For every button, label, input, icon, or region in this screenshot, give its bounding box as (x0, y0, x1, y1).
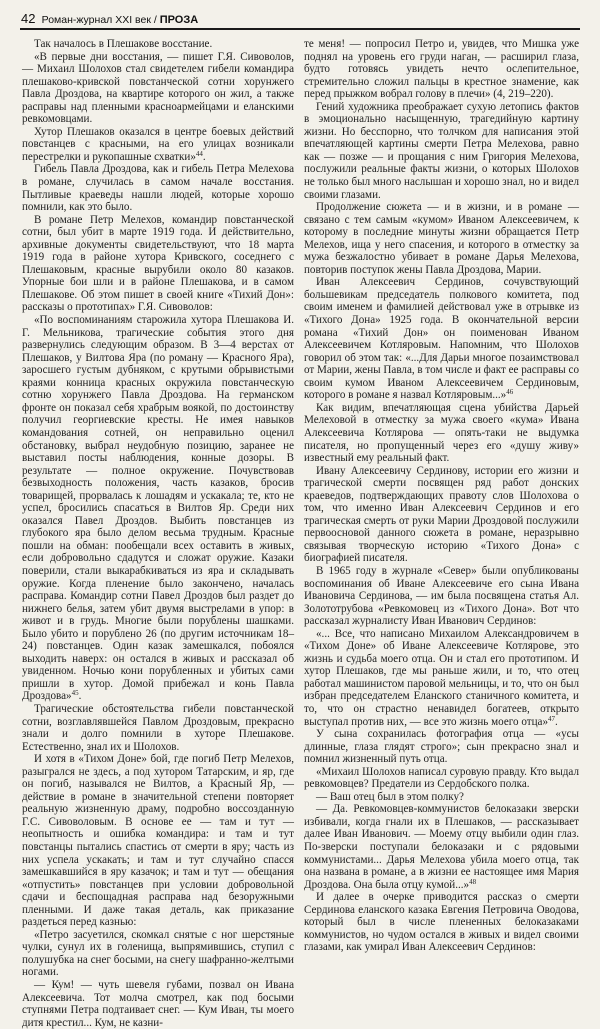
page-number: 42 (21, 11, 36, 26)
paragraph: те меня! — попросил Петро и, увидев, что Мишка уже поднял на уровень его груди наган, — расширил глаза, будто готовясь увидеть нечто ослепительное, стремительно сложил пальцы в крестное знамение, как перед прыжком вобрал голову в плечи» (4, 219–220). (304, 38, 579, 101)
paragraph: Хутор Плешаков оказался в центре боевых действий повстанцев с красными, на его улицах возникали перестрелки и рукопашные схватки»$^{44}$. (22, 125, 294, 163)
paragraph: В 1965 году в журнале «Север» были опубликованы воспоминания об Иване Алексеевиче его сына Ивана Ивановича Сердинова, — им была посвящена статья Ал. Золототрубова «Ревкомовец из «Тихого Дона». Вот что рассказал журналисту Иван Иванович Сердинов: (304, 564, 579, 628)
paragraph: Как видим, впечатляющая сцена убийства Дарьей Мелеховой в отместку за мужа своего «кума» Ивана Алексеевича Котлярова — опять-таки не выдумка писателя, но пропущенный через его «душу живу» известный ему реальный факт. (304, 401, 579, 465)
left-column (22, 38, 294, 1029)
footnote-ref: 46 (506, 388, 514, 397)
footnote-ref: 48 (469, 877, 477, 886)
paragraph: Ивану Алексеевичу Сердинову, истории его жизни и трагической смерти посвящен ряд работ донских краеведов, подтверждающих правоту слов Шолохова о том, что именно Иван Алексеевич Сердинов и его трагическая смерть от руки Марии Дроздовой послужили первоосновой данного сюжета в романе, неразрывно связывая творческую историю «Тихого Дона» с биографией писателя. (304, 464, 579, 565)
header-separator: / (150, 14, 160, 26)
paragraph: Гибель Павла Дроздова, как и гибель Петра Мелехова в романе, случилась в самом начале восстания. Пытливые краеведы нашли людей, которые хорошо помнили, как это было. (22, 163, 294, 214)
paragraph: «Петро засуетился, скомкал снятые с ног шерстяные чулки, сунул их в голенища, выпрямившись, ступил с полушубка на снег босыми, на снегу шафранно-желтыми ногами. (22, 928, 294, 979)
paragraph: В романе Петр Мелехов, командир повстанческой сотни, был убит в марте 1919 года. И действительно, архивные документы свидетельствуют, что 18 марта 1919 года в районе хутора Кривского, соседнего с Плешаковым, красные вырубили около 80 казаков. Упорные бои шли и в районе Плешакова, и в самом Плешакове. Об этом пишет в своей книге «Тихий Дон»: рассказы о прототипах» Г.Я. Сивоволов: (22, 213, 294, 314)
paragraph: У сына сохранилась фотография отца — «усы длинные, глаза глядят строго»; сын прекрасно знал и помнил жизненный путь отца. (304, 728, 579, 766)
paragraph: Гений художника преображает сухую летопись фактов в эмоционально насыщенную, трагедийную картину жизни. Но бесспорно, что толчком для написания этой впечатляющей картины смерти Петра Мелехова, равно как — позже — и прощания с ним Григория Мелехова, послужили реальные факты жизни, о которых Шолохов не только был много наслышан и хорошо знал, но и видел своими глазами. (304, 100, 579, 201)
paragraph: Трагические обстоятельства гибели повстанческой сотни, возглавлявшейся Павлом Дроздовым, прекрасно знали и долго помнили в хуторе Плешакове. Естественно, знал их и Шолохов. (22, 702, 294, 753)
paragraph: Продолжение сюжета — и в жизни, и в романе — связано с тем самым «кумом» Иваном Алексеевичем, к которому в последние минуты жизни обращается Петр Мелехов, ища у него спасения, и которого в отместку за мужа безжалостно убивает в романе Дарья Мелехова, повторив поступок жены Павла Дроздова, Марии. (304, 201, 579, 276)
paragraph: «... Все, что написано Михаилом Александровичем в «Тихом Доне» об Иване Алексеевиче Котлярове, это жизнь и судьба моего отца. Он и стал его прототипом. И хутор Плешаков, где мы раньше жили, и то, что отец работал машинистом паровой мельницы, и то, что он был избран председателем Еланского станичного комитета, и то, что он страстно ненавидел богатеев, открыто выступал против них, — все это жизнь моего отца»$^{47}$. (304, 627, 579, 728)
paragraph: — Ваш отец был в этом полку? (316, 790, 464, 803)
paragraph: — Да. Ревкомовцев-коммунистов белоказаки зверски избивали, когда гнали их в Плешаков, — рассказывает далее Иван Иванович. — Моему отцу выбили один глаз. По-зверски поступали белоказаки и с рядовыми коммунистами... Дарья Мелехова убила моего отца, так она названа в романе, а в жизни ее настоящее имя Мария Дроздова. Она была отцу кумой...»$^{48}$ (304, 803, 579, 891)
footnote-ref: 44 (195, 149, 203, 158)
magazine-title: Роман-журнал XXI век (41, 14, 151, 26)
paragraph: «По воспоминаниям старожила хутора Плешакова И. Г. Мельникова, трагические события этого дня развернулись следующим образом. В 3—4 верстах от Плешаков, у Вилтова Яра (по роману — Красного Яра), заросшего густым дубняком, с крутыми обрывистыми краями конница красных окружила повстанческую сотню хорунжего Павла Дроздова. На германском фронте он показал себя храбрым воякой, по достоинству получил георгиевские кресты. Не имея навыков командования сотней, он неправильно оценил обстановку, выбрал неудобную позицию, заранее не выставил посты наблюдения, конные дозоры. В результате — полное окружение. Почувствовав безвыходность положения, часть казаков, бросив товарищей, прорвалась к лошадям и ускакала; те, кто не успел, бросились спасаться в Вилтов Яр. Среди них оказался Павел Дроздов. Выбить повстанцев из глубокого яра было делом весьма трудным. Красные пошли на обман: пообещали всех оставить в живых, если добровольно сдадутся и сложат оружие. Казаки поверили, стали выкарабкиваться из яра и складывать оружие. Когда пленение было закончено, началась расправа. Командир сотни Павел Дроздов был раздет до нижнего белья, затем убит двумя выстрелами в упор: в живот и в грудь. Многие были порублены шашками. Было убито и порублено 26 (по другим источникам 18–24) повстанцев. Один казак замешкался, побоялся выходить наверх: он остался в живых и рассказал об увиденном. Ночью кони порубленных и убитых сами пришли в хутор. Домой прибежал и конь Павла Дроздова»$^{45}$. (22, 314, 294, 703)
footnote-ref: 47 (548, 714, 555, 723)
paragraph: Так началось в Плешакове восстание. (34, 38, 213, 50)
paragraph: — Кум! — чуть шевеля губами, позвал он Ивана Алексеевича. Тот молча смотрел, как под босыми ступнями Петра подтаивает снег. — Кум Иван, ты моего дитя крестил... Кум, не казни- (22, 979, 294, 1029)
right-column (304, 38, 579, 954)
footnote-ref: 45 (71, 689, 79, 698)
paragraph: И хотя в «Тихом Доне» бой, где погиб Петр Мелехов, разыгрался не здесь, а под хутором Татарским, и яр, где он погиб, назывался не Вилтов, а Красный Яр, — действие в романе в значительной степени повторяет реальную жизненную драму, подробно воссозданную Г.С. Сивоволовым. В основе ее — там и тут — неопытность и ошибка командира: и там и тут повстанцы пытались спастись от смерти в яру; часть из них успела ускакать; и там и тут случайно спасся замешкавшийся в яру казачок; и там и тут — обещания «отпустить» повстанцев при условии добровольной сдачи и беспощадная расправа над безоружными пленными. И даже такая деталь, как приказание раздеться перед казнью: (22, 753, 294, 929)
paragraph: И далее в очерке приводится рассказ о смерти Сердинова еланского казака Евгения Петровича Оводова, который был в числе плененных белоказаками коммунистов, но чудом остался в живых и видел своими глазами, как умирал Иван Алексеевич Сердинов: (304, 891, 579, 954)
paragraph: «В первые дни восстания, — пишет Г.Я. Сивоволов, — Михаил Шолохов стал свидетелем гибели командира плешаково-кривской повстанческой сотни хорунжего Павла Дроздова, на квартире которого он жил, а также расправы над пленными красноармейцами и еланскими ревкомовцами. (22, 50, 294, 126)
paragraph: Иван Алексеевич Сердинов, сочувствующий большевикам председатель полкового комитета, под своим именем и фамилией действовал уже в отрывке из «Тихого Дона» 1925 года. В окончательной версии романа «Тихий Дон» он поименован Иваном Алексеевичем Котляровым. Напомним, что Шолохов говорил об этом так: «...Для Дарьи многое позаимствовал от Марии, жены Павла, в том числе и факт ее расправы со своим кумом Иваном Алексеевичем Сердиновым, которого в романе я назвал Котляровым...»$^{46}$ (304, 276, 579, 402)
running-header (21, 12, 581, 27)
paragraph: «Михаил Шолохов написал суровую правду. Кто выдал ревкомовцев? Предатели из Сердобского полка. (304, 765, 579, 791)
header-rule (20, 28, 580, 30)
section-title: ПРОЗА (159, 14, 199, 26)
